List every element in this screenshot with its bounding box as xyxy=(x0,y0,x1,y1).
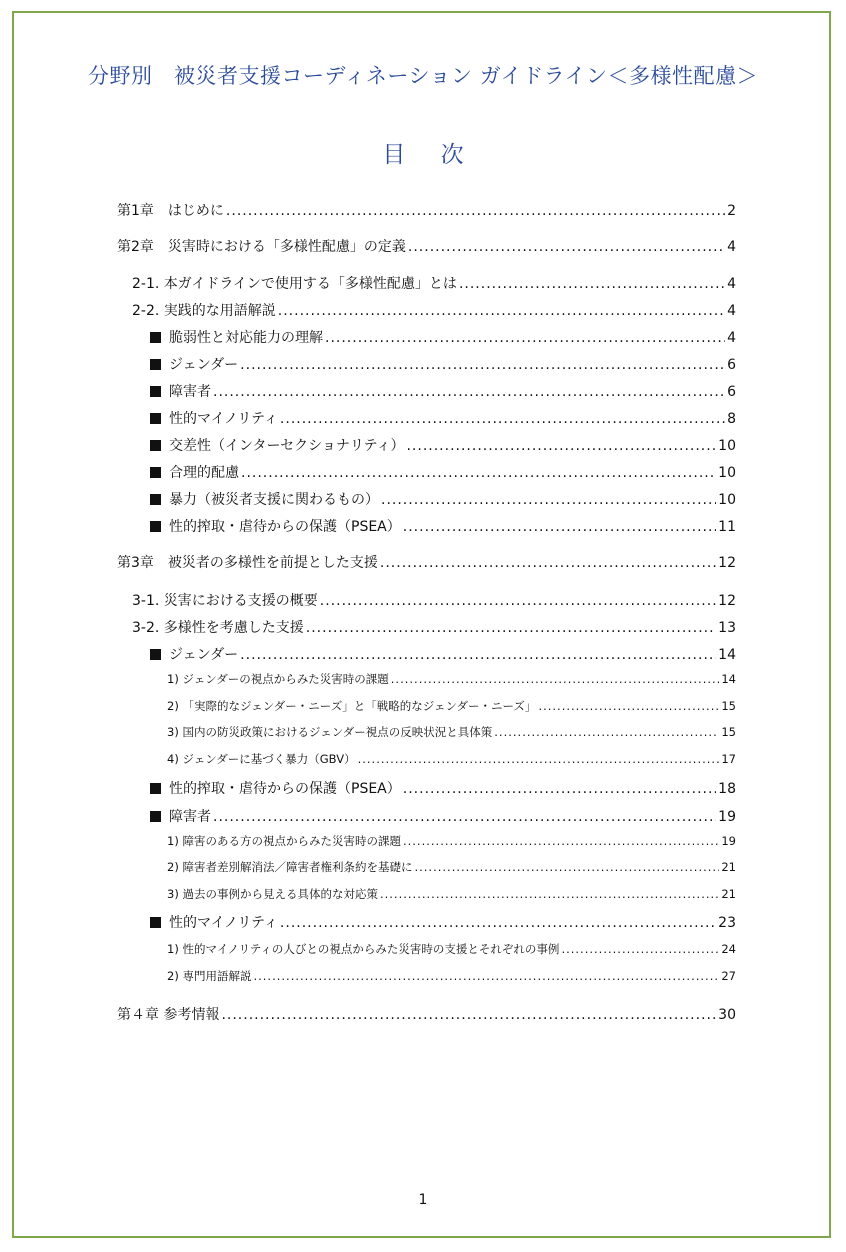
toc-entry[interactable] xyxy=(132,273,736,293)
square-bullet-icon xyxy=(150,413,161,424)
toc-entry-text: 3-2. 多様性を考慮した支援 xyxy=(132,620,304,636)
toc-entry[interactable] xyxy=(150,435,736,455)
toc-entry-text: 1) ジェンダーの視点からみた災害時の課題 xyxy=(167,672,389,686)
dot-leader xyxy=(414,860,719,874)
square-bullet-icon xyxy=(150,811,161,822)
toc-entry-text: 第3章 被災者の多様性を前提とした支援 xyxy=(117,555,378,571)
toc-entry-text: 障害者 xyxy=(169,384,211,400)
toc-entry-label xyxy=(150,516,401,536)
toc-entry-page: 30 xyxy=(718,1007,736,1023)
toc-entry[interactable] xyxy=(150,354,736,374)
toc-heading: 目 次 xyxy=(382,142,478,168)
square-bullet-icon xyxy=(150,467,161,478)
toc-entry[interactable] xyxy=(167,859,736,875)
toc-entry-page: 21 xyxy=(721,887,736,901)
toc-entry[interactable] xyxy=(167,724,736,740)
toc-entry-label xyxy=(117,1004,219,1024)
toc-entry-label xyxy=(150,489,379,509)
toc-entry-text: 性的搾取・虐待からの保護（PSEA） xyxy=(169,519,401,535)
toc-entry[interactable] xyxy=(150,806,736,826)
toc-entry-page: 6 xyxy=(727,357,736,373)
dot-leader xyxy=(391,672,720,686)
toc-entry[interactable] xyxy=(150,381,736,401)
toc-entry-label xyxy=(150,327,323,347)
toc-entry-label xyxy=(132,300,276,320)
toc-entry[interactable] xyxy=(167,833,736,849)
dot-leader xyxy=(538,699,719,713)
toc-entry-text: 脆弱性と対応能力の理解 xyxy=(169,330,323,346)
toc-entry-text: ジェンダー xyxy=(169,357,239,373)
toc-entry-text: 第2章 災害時における「多様性配慮」の定義 xyxy=(117,239,406,255)
toc-entry-page: 18 xyxy=(718,781,736,797)
toc-entry-label xyxy=(117,552,378,572)
toc-entry-text: 2) 障害者差別解消法／障害者権利条約を基礎に xyxy=(167,860,413,874)
toc-entry-label xyxy=(150,354,238,374)
toc-entry-text: 3) 過去の事例から見える具体的な対応策 xyxy=(167,887,378,901)
toc-entry-label xyxy=(167,751,356,767)
toc-entry-page: 4 xyxy=(727,303,736,319)
toc-entry-label xyxy=(167,724,492,740)
dot-leader xyxy=(358,752,720,766)
square-bullet-icon xyxy=(150,332,161,343)
toc-entry-page: 13 xyxy=(718,620,736,636)
toc-entry-label xyxy=(167,968,251,984)
toc-entry-label xyxy=(167,886,378,902)
toc-entry-text: 第４章 参考情報 xyxy=(117,1007,220,1023)
dot-leader xyxy=(240,357,725,373)
toc-entry-page: 17 xyxy=(721,752,736,766)
toc-entry-text: 性的搾取・虐待からの保護（PSEA） xyxy=(169,781,401,797)
dot-leader xyxy=(380,887,719,901)
dot-leader xyxy=(403,781,716,797)
dot-leader xyxy=(226,203,725,219)
toc-entry-label xyxy=(132,617,304,637)
toc-entry[interactable] xyxy=(167,751,736,767)
toc-entry-page: 24 xyxy=(721,942,736,956)
toc-entry[interactable] xyxy=(150,516,736,536)
toc-entry-page: 2 xyxy=(727,203,736,219)
toc-entry-page: 10 xyxy=(718,465,736,481)
square-bullet-icon xyxy=(150,521,161,532)
toc-entry-text: 1) 性的マイノリティの人びとの視点からみた災害時の支援とそれぞれの事例 xyxy=(167,942,560,956)
toc-entry-page: 10 xyxy=(718,438,736,454)
square-bullet-icon xyxy=(150,917,161,928)
toc-entry-page: 4 xyxy=(727,239,736,255)
toc-entry-text: 2) 専門用語解説 xyxy=(167,969,252,983)
dot-leader xyxy=(459,276,725,292)
toc-entry[interactable] xyxy=(150,327,736,347)
toc-entry-label xyxy=(150,644,238,664)
dot-leader xyxy=(213,384,725,400)
toc-entry-text: 性的マイノリティ xyxy=(169,915,278,931)
toc-entry-label xyxy=(167,671,389,687)
toc-entry[interactable] xyxy=(150,408,736,428)
toc-entry-page: 11 xyxy=(718,519,736,535)
square-bullet-icon xyxy=(150,649,161,660)
dot-leader xyxy=(380,555,716,571)
square-bullet-icon xyxy=(150,359,161,370)
toc-entry-page: 15 xyxy=(721,699,736,713)
toc-entry-label xyxy=(167,698,536,714)
toc-entry[interactable] xyxy=(117,1004,736,1024)
dot-leader xyxy=(408,239,725,255)
dot-leader xyxy=(280,915,716,931)
toc-entry-text: 合理的配慮 xyxy=(169,465,239,481)
toc-entry-text: 第1章 はじめに xyxy=(117,203,224,219)
toc-entry-label xyxy=(167,859,412,875)
toc-entry-label xyxy=(150,912,278,932)
toc-entry-label xyxy=(132,273,457,293)
toc-entry-page: 12 xyxy=(718,593,736,609)
dot-leader xyxy=(381,492,716,508)
toc-entry-page: 21 xyxy=(721,860,736,874)
toc-entry-page: 27 xyxy=(721,969,736,983)
toc-entry-text: 3-1. 災害における支援の概要 xyxy=(132,593,318,609)
toc-entry-page: 14 xyxy=(718,647,736,663)
dot-leader xyxy=(278,303,725,319)
toc-entry-label xyxy=(150,435,404,455)
square-bullet-icon xyxy=(150,440,161,451)
square-bullet-icon xyxy=(150,783,161,794)
toc-entry-page: 8 xyxy=(727,411,736,427)
toc-entry[interactable] xyxy=(132,300,736,320)
dot-leader xyxy=(306,620,716,636)
dot-leader xyxy=(320,593,716,609)
toc-entry-page: 4 xyxy=(727,330,736,346)
toc-entry[interactable] xyxy=(117,200,736,220)
dot-leader xyxy=(403,519,716,535)
toc-entry-label xyxy=(132,590,318,610)
toc-entry[interactable] xyxy=(117,552,736,572)
toc-entry-text: 4) ジェンダーに基づく暴力（GBV） xyxy=(167,752,356,766)
toc-entry-text: 性的マイノリティ xyxy=(169,411,278,427)
toc-entry[interactable] xyxy=(167,941,736,957)
toc-entry-page: 10 xyxy=(718,492,736,508)
dot-leader xyxy=(213,809,716,825)
toc-entry-text: 2-1. 本ガイドラインで使用する「多様性配慮」とは xyxy=(132,276,457,292)
toc-entry-label xyxy=(167,941,559,957)
toc-entry[interactable] xyxy=(167,886,736,902)
toc-entry[interactable] xyxy=(150,462,736,482)
dot-leader xyxy=(240,647,716,663)
document-title: 分野別 被災者支援コーディネーション ガイドライン＜多様性配慮＞ xyxy=(88,64,758,88)
toc-entry-page: 19 xyxy=(721,834,736,848)
toc-entry-text: 1) 障害のある方の視点からみた災害時の課題 xyxy=(167,834,401,848)
toc-entry-page: 15 xyxy=(721,725,736,739)
toc-entry-text: 交差性（インターセクショナリティ） xyxy=(169,438,405,454)
dot-leader xyxy=(253,969,719,983)
dot-leader xyxy=(561,942,719,956)
toc-entry-label xyxy=(150,381,211,401)
toc-entry-page: 23 xyxy=(718,915,736,931)
toc-entry[interactable] xyxy=(167,968,736,984)
page-number: 1 xyxy=(418,1192,428,1208)
toc-entry[interactable] xyxy=(132,590,736,610)
toc-entry-text: 2) 「実際的なジェンダー・ニーズ」と「戦略的なジェンダー・ニーズ」 xyxy=(167,699,537,713)
toc-entry-page: 14 xyxy=(721,672,736,686)
dot-leader xyxy=(403,834,719,848)
toc-entry-label xyxy=(117,236,406,256)
toc-entry-text: 障害者 xyxy=(169,809,211,825)
toc-entry[interactable] xyxy=(150,912,736,932)
toc-entry-text: ジェンダー xyxy=(169,647,239,663)
toc-entry[interactable] xyxy=(150,778,736,798)
toc-entry-label xyxy=(150,408,278,428)
dot-leader xyxy=(494,725,719,739)
toc-entry[interactable] xyxy=(150,489,736,509)
dot-leader xyxy=(325,330,725,346)
toc-entry-page: 4 xyxy=(727,276,736,292)
toc-entry-label xyxy=(150,778,401,798)
dot-leader xyxy=(221,1007,716,1023)
toc-entry-label xyxy=(150,806,211,826)
square-bullet-icon xyxy=(150,386,161,397)
toc-entry-text: 2-2. 実践的な用語解説 xyxy=(132,303,276,319)
toc-entry-label xyxy=(150,462,239,482)
dot-leader xyxy=(241,465,716,481)
toc-entry-text: 暴力（被災者支援に関わるもの） xyxy=(169,492,379,508)
toc-entry-label xyxy=(117,200,224,220)
toc-entry-page: 12 xyxy=(718,555,736,571)
toc-entry[interactable] xyxy=(117,236,736,256)
toc-entry-page: 6 xyxy=(727,384,736,400)
toc-entry-label xyxy=(167,833,401,849)
dot-leader xyxy=(280,411,725,427)
toc-entry-text: 3) 国内の防災政策におけるジェンダー視点の反映状況と具体策 xyxy=(167,725,493,739)
square-bullet-icon xyxy=(150,494,161,505)
toc-entry[interactable] xyxy=(150,644,736,664)
dot-leader xyxy=(406,438,716,454)
toc-entry[interactable] xyxy=(167,671,736,687)
toc-entry[interactable] xyxy=(167,698,736,714)
toc-entry-page: 19 xyxy=(718,809,736,825)
toc-entry[interactable] xyxy=(132,617,736,637)
